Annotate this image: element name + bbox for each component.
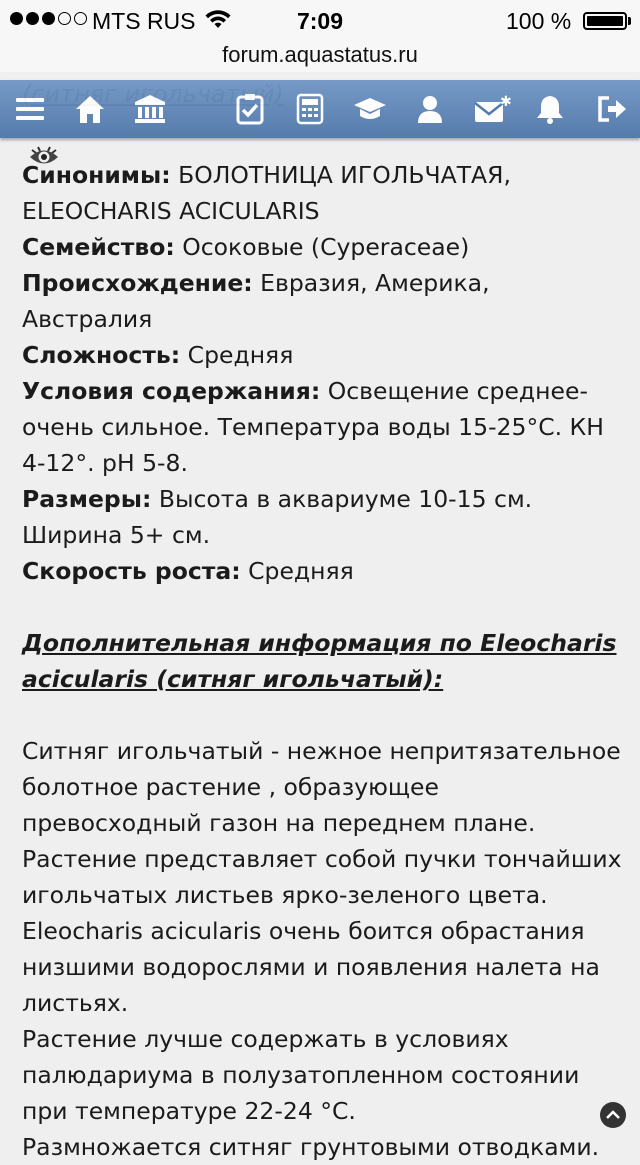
growth-label: Скорость роста: bbox=[22, 557, 241, 585]
carrier-name: MTS RUS bbox=[92, 8, 196, 34]
synonyms-value: БОЛОТНИЦА ИГОЛЬЧАТАЯ, ELEOCHARIS ACICULARIS bbox=[22, 161, 511, 225]
origin-label: Происхождение: bbox=[22, 269, 253, 297]
bank-icon[interactable] bbox=[128, 80, 172, 138]
battery-percentage: 100 % bbox=[506, 8, 572, 34]
home-icon[interactable] bbox=[68, 80, 112, 138]
address-bar[interactable] bbox=[0, 42, 640, 72]
conditions-label: Условия содержания: bbox=[22, 377, 321, 405]
url-text: forum.aquastatus.ru bbox=[222, 42, 418, 67]
bell-icon[interactable] bbox=[528, 80, 572, 138]
family-label: Семейство: bbox=[22, 233, 175, 261]
synonyms-label: Синонимы: bbox=[22, 161, 171, 189]
growth-value: Средняя bbox=[240, 557, 354, 585]
svg-text:✱: ✱ bbox=[500, 94, 512, 110]
difficulty-value: Средняя bbox=[180, 341, 294, 369]
menu-icon[interactable] bbox=[8, 80, 52, 138]
battery-icon bbox=[583, 12, 627, 30]
difficulty-line bbox=[22, 337, 622, 373]
mail-icon[interactable] bbox=[470, 80, 514, 138]
difficulty-label: Сложность: bbox=[22, 341, 181, 369]
checklist-icon[interactable] bbox=[228, 80, 272, 138]
family-line bbox=[22, 229, 622, 265]
growth-line bbox=[22, 553, 622, 589]
size-value: Высота в аквариуме 10-15 см. Ширина 5+ см. bbox=[22, 485, 533, 549]
post-content bbox=[22, 157, 622, 1165]
origin-value: Евразия, Америка, Австралия bbox=[22, 269, 490, 333]
family-value: Осоковые (Cyperaceae) bbox=[174, 233, 470, 261]
origin-line bbox=[22, 265, 622, 337]
status-bar bbox=[0, 0, 640, 42]
scroll-to-top-button[interactable] bbox=[600, 1102, 626, 1128]
calculator-icon[interactable] bbox=[288, 80, 332, 138]
conditions-value: Освещение среднее-очень сильное. Температура воды 15-25°С. КН 4-12°. pH 5-8. bbox=[22, 377, 604, 477]
graduation-cap-icon[interactable] bbox=[348, 80, 392, 138]
care-paragraph: Растение лучше содержать в условиях палюдариума в полузатопленном состоянии при температуре 22-24 °С. bbox=[22, 1025, 580, 1125]
user-icon[interactable] bbox=[408, 80, 452, 138]
conditions-line bbox=[22, 373, 622, 481]
section-title: Дополнительная информация по Eleocharis acicularis (ситняг игольчатый): bbox=[22, 629, 617, 693]
forum-navbar bbox=[0, 80, 640, 138]
size-label: Размеры: bbox=[22, 485, 152, 513]
clock: 7:09 bbox=[296, 8, 344, 34]
synonyms-line bbox=[22, 157, 622, 229]
chevron-up-icon bbox=[606, 1110, 620, 1120]
propagation-paragraph: Размножается ситняг грунтовыми отводками. bbox=[22, 1133, 600, 1161]
logout-icon[interactable] bbox=[590, 80, 634, 138]
description-paragraph: Ситняг игольчатый - нежное непритязательное болотное растение , образующее превосходный газон на переднем плане. Растение представляет собой пучки тончайших игольчатых листьев ярко-зеленого цвета. Eleocharis acicularis очень боится обрастания низшими водорослями и появления налета на листьях. bbox=[22, 737, 622, 1017]
size-line bbox=[22, 481, 622, 553]
